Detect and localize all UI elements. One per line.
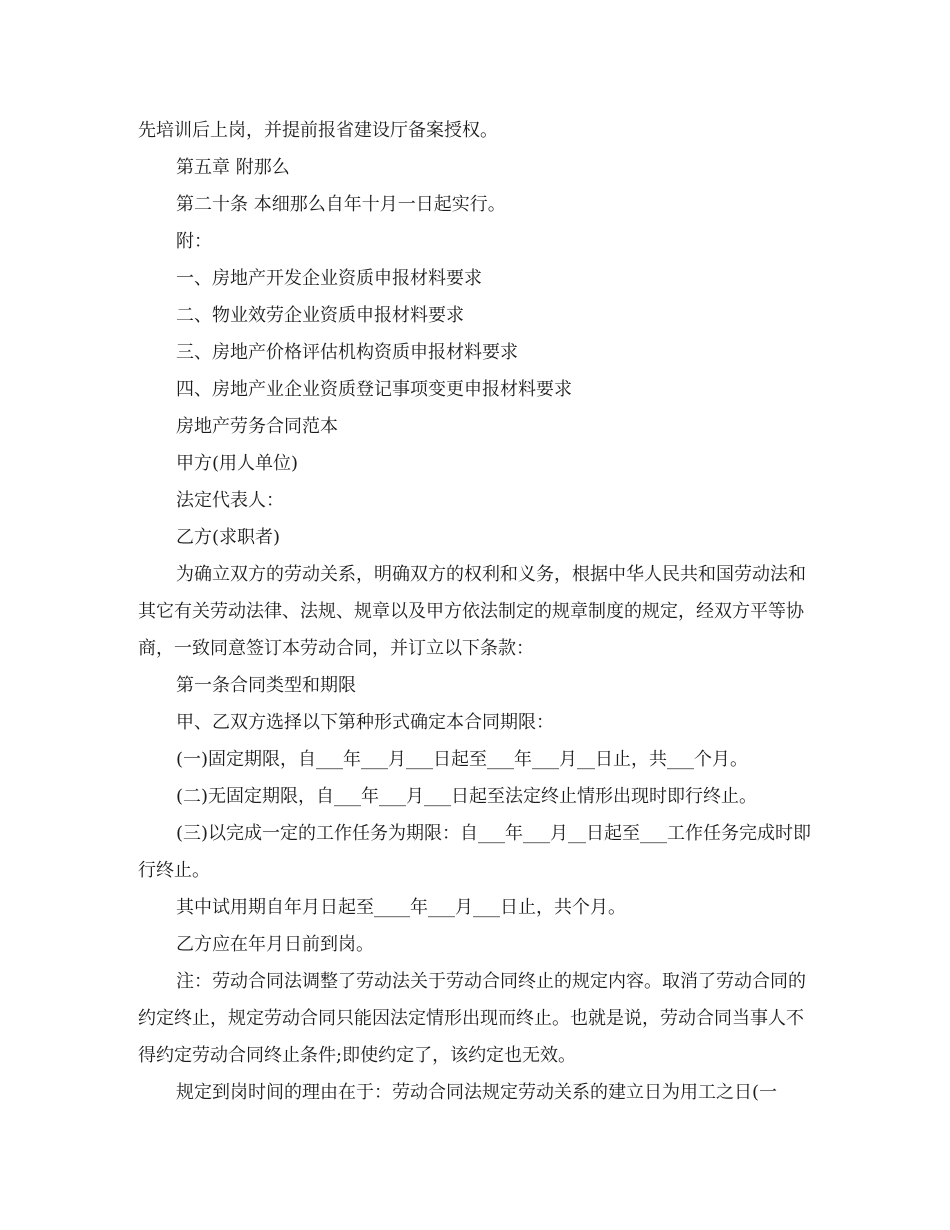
appendix-item-4: 四、房地产业企业资质登记事项变更申报材料要求	[176, 379, 572, 400]
chapter-five-heading: 第五章 附那么	[176, 157, 290, 178]
probation-period-text: 其中试用期自年月日起至____年___月___日止，共个月。	[176, 897, 626, 918]
appendix-item-1: 一、房地产开发企业资质申报材料要求	[176, 268, 482, 289]
appendix-item-3: 三、房地产价格评估机构资质申报材料要求	[176, 342, 518, 363]
contract-preamble: 为确立双方的劳动关系，明确双方的权利和义务，根据中华人民共和国劳动法和其它有关劳动法律、法规、规章以及甲方依法制定的规章制度的规定，经双方平等协商，一致同意签订本劳动合同，并订立以下条款：	[138, 564, 806, 659]
task-based-term-option: (三)以完成一定的工作任务为期限：自___年___月__日起至___工作任务完成时即行终止。	[138, 823, 812, 881]
paragraph-training-note: 先培训后上岗，并提前报省建设厅备案授权。	[138, 120, 498, 141]
term-selection-text: 甲、乙双方选择以下第种形式确定本合同期限：	[176, 712, 554, 733]
appendix-item-2: 二、物业效劳企业资质申报材料要求	[176, 305, 464, 326]
article-twenty: 第二十条 本细那么自年十月一日起实行。	[176, 194, 506, 215]
fixed-term-option: (一)固定期限，自___年___月___日起至___年___月__日止，共___个月。	[176, 749, 749, 770]
party-b-label: 乙方(求职者)	[176, 527, 281, 548]
start-date-text: 乙方应在年月日前到岗。	[176, 934, 374, 955]
party-a-label: 甲方(用人单位)	[176, 453, 299, 474]
legal-representative-label: 法定代表人：	[176, 490, 284, 511]
document-body	[138, 112, 812, 1111]
appendix-label: 附：	[176, 231, 212, 252]
contract-title: 房地产劳务合同范本	[176, 416, 338, 437]
note-paragraph: 注：劳动合同法调整了劳动法关于劳动合同终止的规定内容。取消了劳动合同的约定终止，规定劳动合同只能因法定情形出现而终止。也就是说，劳动合同当事人不得约定劳动合同终止条件;即使约定了，该约定也无效。	[138, 971, 806, 1066]
reporting-time-reason: 规定到岗时间的理由在于：劳动合同法规定劳动关系的建立日为用工之日(一	[176, 1082, 778, 1103]
article-one-heading: 第一条合同类型和期限	[176, 675, 356, 696]
open-ended-term-option: (二)无固定期限，自___年___月___日起至法定终止情形出现时即行终止。	[176, 786, 758, 807]
